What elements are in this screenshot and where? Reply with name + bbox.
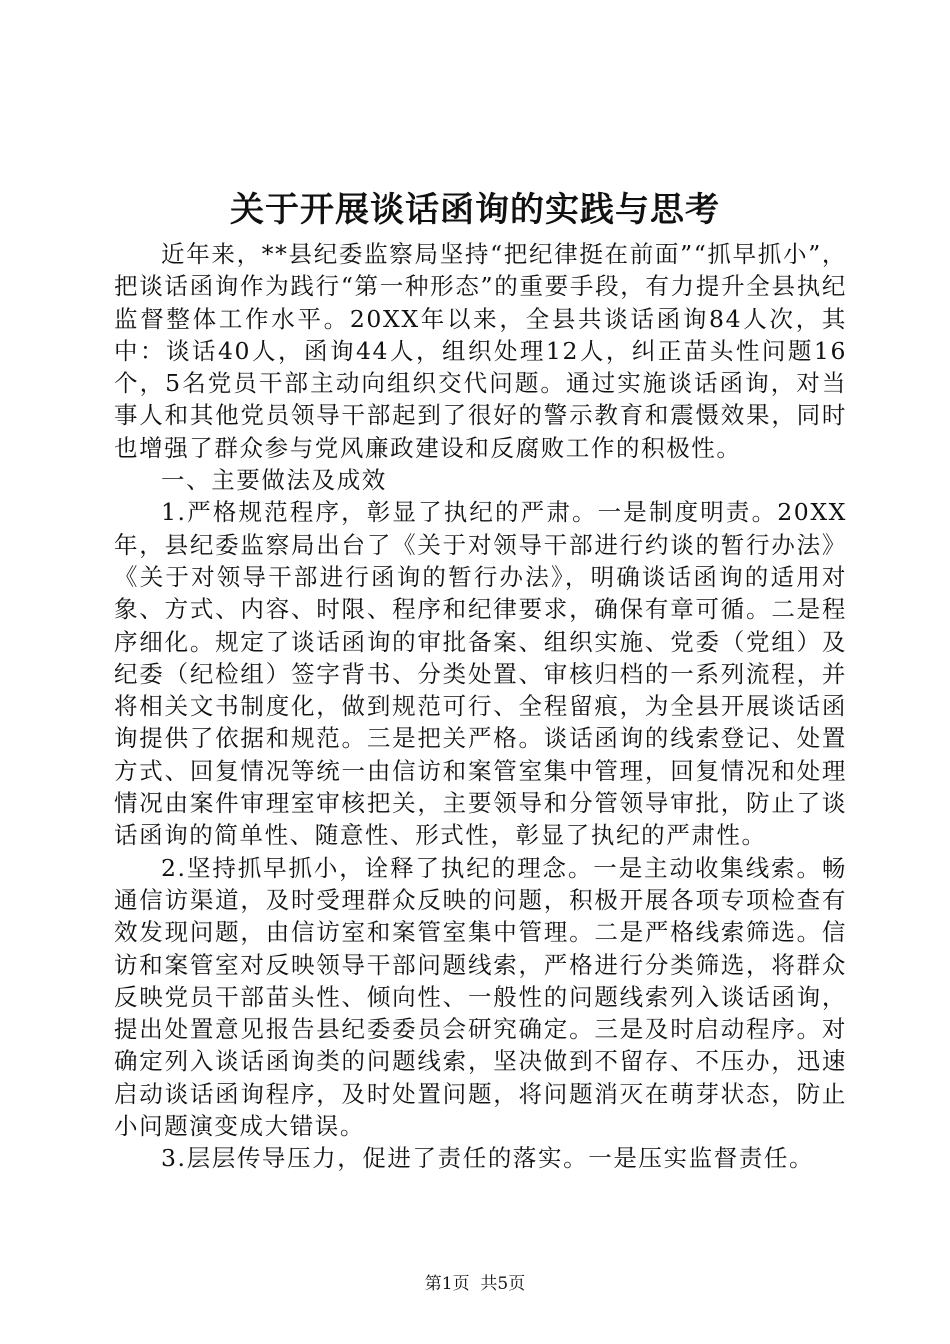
page-number: 第1页	[424, 1274, 470, 1294]
document-body	[114, 238, 847, 1175]
document-title: 关于开展谈话函询的实践与思考	[230, 190, 720, 230]
intro-paragraph: 近年来，**县纪委监察局坚持“把纪律挺在前面”“抓早抓小”，把谈话函询作为践行“第一种形态”的重要手段，有力提升全县执纪监督整体工作水平。20XX年以来，全县共谈话函询84人次，其中：谈话40人，函询44人，组织处理12人，纠正苗头性问题16个，5名党员干部主动向组织交代问题。通过实施谈话函询，对当事人和其他党员领导干部起到了很好的警示教育和震慑效果，同时也增强了群众参与党风廉政建设和反腐败工作的积极性。	[114, 240, 847, 462]
point-2-paragraph: 2.坚持抓早抓小，诠释了执纪的理念。一是主动收集线索。畅通信访渠道，及时受理群众反映的问题，积极开展各项专项检查有效发现问题，由信访室和案管室集中管理。二是严格线索筛选。信访和案管室对反映领导干部问题线索，严格进行分类筛选，将群众反映党员干部苗头性、倾向性、一般性的问题线索列入谈话函询，提出处置意见报告县纪委委员会研究确定。三是及时启动程序。对确定列入谈话函询类的问题线索，坚决做到不留存、不压办，迅速启动谈话函询程序，及时处置问题，将问题消灭在萌芽状态，防止小问题演变成大错误。	[114, 853, 847, 1141]
point-3-paragraph: 3.层层传导压力，促进了责任的落实。一是压实监督责任。	[161, 1144, 815, 1173]
footer-spacer	[470, 1274, 481, 1294]
point-1-paragraph: 1.严格规范程序，彰显了执纪的严肃。一是制度明责。20XX年，县纪委监察局出台了《关于对领导干部进行约谈的暂行办法》《关于对领导干部进行函询的暂行办法》，明确谈话函询的适用对象、方式、内容、时限、程序和纪律要求，确保有章可循。二是程序细化。规定了谈话函询的审批备案、组织实施、党委（党组）及纪委（纪检组）签字背书、分类处置、审核归档的一系列流程，并将相关文书制度化，做到规范可行、全程留痕，为全县开展谈话函询提供了依据和规范。三是把关严格。谈话函询的线索登记、处置方式、回复情况等统一由信访和案管室集中管理，回复情况和处理情况由案件审理室审核把关，主要领导和分管领导审批，防止了谈话函询的简单性、随意性、形式性，彰显了执纪的严肃性。	[114, 498, 847, 850]
section-heading: 一、主要做法及成效	[161, 466, 387, 495]
page-footer	[0, 1273, 950, 1295]
page-total: 共5页	[480, 1274, 526, 1294]
